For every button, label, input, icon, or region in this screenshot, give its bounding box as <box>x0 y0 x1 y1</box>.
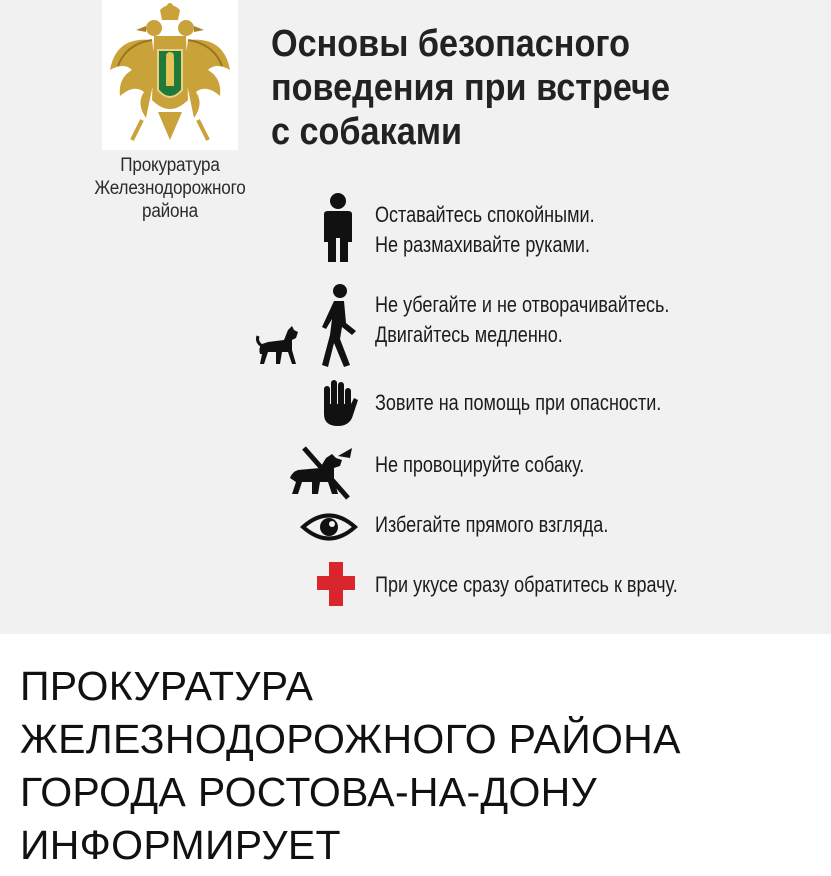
title-line: поведения при встрече <box>271 67 670 109</box>
announcement-line: ЖЕЛЕЗНОДОРОЖНОГО РАЙОНА <box>20 716 681 762</box>
tip-line: Не убегайте и не отворачивайтесь. <box>375 292 670 317</box>
title-line: Основы безопасного <box>271 23 631 65</box>
announcement-line: ПРОКУРАТУРА <box>20 663 314 709</box>
tip-item <box>375 450 584 480</box>
organization-line: Железнодорожного <box>94 178 246 199</box>
announcement-line: ИНФОРМИРУЕТ <box>20 822 341 868</box>
tip-line: Не размахивайте руками. <box>375 232 591 257</box>
tip-item <box>375 510 608 540</box>
organization-line: Прокуратура <box>120 155 220 176</box>
organization-line: района <box>142 201 198 222</box>
announcement-text <box>20 660 820 872</box>
tip-item <box>375 570 678 600</box>
tip-line: При укусе сразу обратитесь к врачу. <box>375 572 678 597</box>
tip-line: Зовите на помощь при опасности. <box>375 390 662 415</box>
red-cross-icon <box>315 560 357 608</box>
tip-item <box>375 290 669 350</box>
prosecutor-emblem <box>102 0 238 150</box>
tip-line: Избегайте прямого взгляда. <box>375 512 609 537</box>
dog-silhouette-icon <box>254 320 302 368</box>
crossed-out-dog-icon <box>286 444 356 500</box>
title-line: с собаками <box>271 111 463 153</box>
tip-line: Оставайтесь спокойными. <box>375 202 595 227</box>
announcement-line: ГОРОДА РОСТОВА-НА-ДОНУ <box>20 769 597 815</box>
tip-item <box>375 200 595 260</box>
walking-person-icon <box>316 283 360 369</box>
tip-item <box>375 388 661 418</box>
organization-name <box>67 154 272 223</box>
standing-person-icon <box>318 192 358 264</box>
poster-title <box>271 22 757 154</box>
raised-hand-icon <box>318 378 358 428</box>
tip-line: Не провоцируйте собаку. <box>375 452 585 477</box>
eye-icon <box>300 510 358 544</box>
tip-line: Двигайтесь медленно. <box>375 322 563 347</box>
eagle-emblem-icon <box>102 0 238 150</box>
